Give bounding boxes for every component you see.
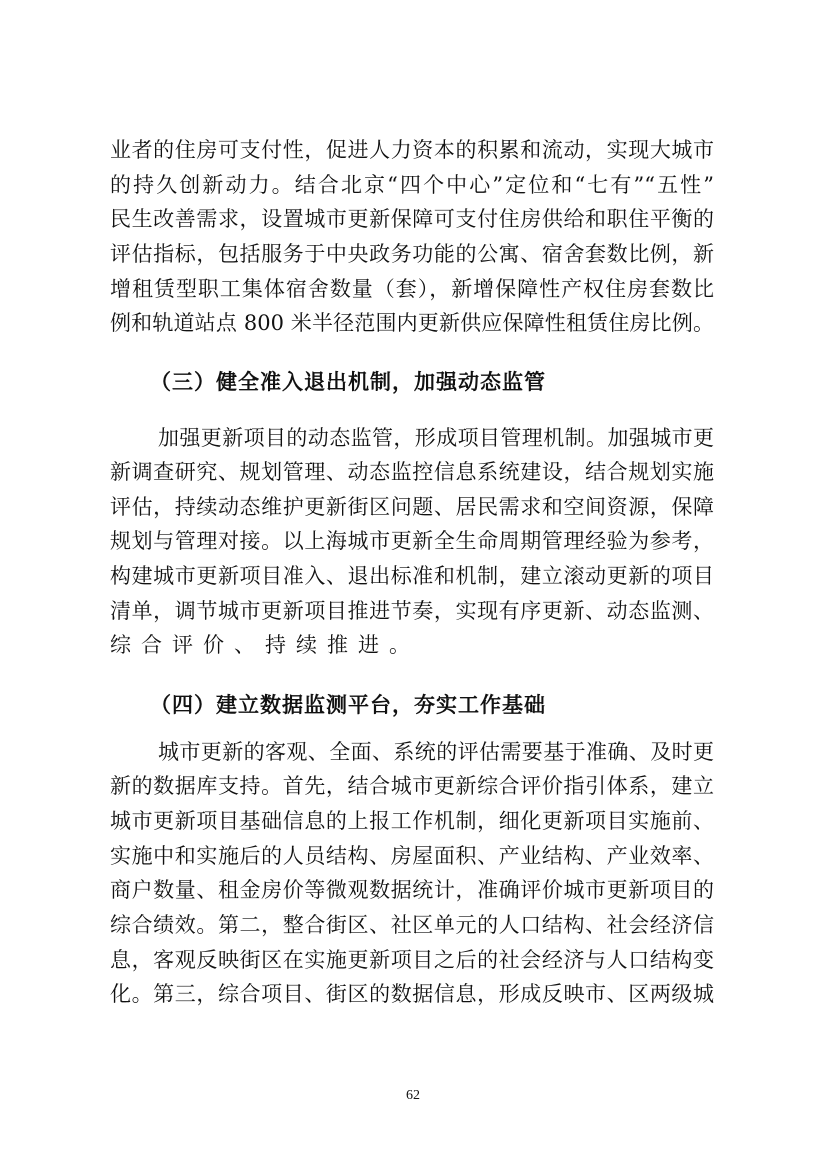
text-line: 民生改善需求，设置城市更新保障可支付住房供给和职住平衡的 <box>110 207 714 231</box>
text-line: 城市更新项目基础信息的上报工作机制，细化更新项目实施前、 <box>110 809 714 833</box>
text-line: 商户数量、租金房价等微观数据统计，准确评价城市更新项目的 <box>110 878 714 902</box>
text-line: 规划与管理对接。以上海城市更新全生命周期管理经验为参考， <box>110 529 714 553</box>
text-line: 新的数据库支持。首先，结合城市更新综合评价指引体系，建立 <box>110 774 714 798</box>
text-line: 实施中和实施后的人员结构、房屋面积、产业结构、产业效率、 <box>110 844 714 868</box>
text-line: 化。第三，综合项目、街区的数据信息，形成反映市、区两级城 <box>110 982 714 1006</box>
text-line: 新调查研究、规划管理、动态监控信息系统建设，结合规划实施 <box>110 460 714 484</box>
text-line: 业者的住房可支付性，促进人力资本的积累和流动，实现大城市 <box>110 138 714 162</box>
text-line: 清单，调节城市更新项目推进节奏，实现有序更新、动态监测、 <box>110 599 714 623</box>
text-line: 城市更新的客观、全面、系统的评估需要基于准确、及时更 <box>158 740 714 764</box>
text-line: 评估指标，包括服务于中央政务功能的公寓、宿舍套数比例，新 <box>110 242 714 266</box>
text-line: 息，客观反映街区在实施更新项目之后的社会经济与人口结构变 <box>110 948 714 972</box>
section-heading-4: （四）建立数据监测平台，夯实工作基础 <box>150 693 546 717</box>
text-line: 综合绩效。第二，整合街区、社区单元的人口结构、社会经济信 <box>110 913 714 937</box>
text-line: 综合评价、持续推进。 <box>110 633 420 657</box>
text-line: 加强更新项目的动态监管，形成项目管理机制。加强城市更 <box>158 426 714 450</box>
text-line: 增租赁型职工集体宿舍数量（套），新增保障性产权住房套数比 <box>110 277 714 301</box>
text-line: 例和轨道站点 800 米半径范围内更新供应保障性租赁住房比例。 <box>110 311 714 335</box>
page-number: 62 <box>406 1088 420 1103</box>
text-line: 的持久创新动力。结合北京“四个中心”定位和“七有”“五性” <box>110 173 714 197</box>
section-heading-3: （三）健全准入退出机制，加强动态监管 <box>150 370 546 394</box>
text-line: 构建城市更新项目准入、退出标准和机制，建立滚动更新的项目 <box>110 564 714 588</box>
text-line: 评估，持续动态维护更新街区问题、居民需求和空间资源，保障 <box>110 495 714 519</box>
